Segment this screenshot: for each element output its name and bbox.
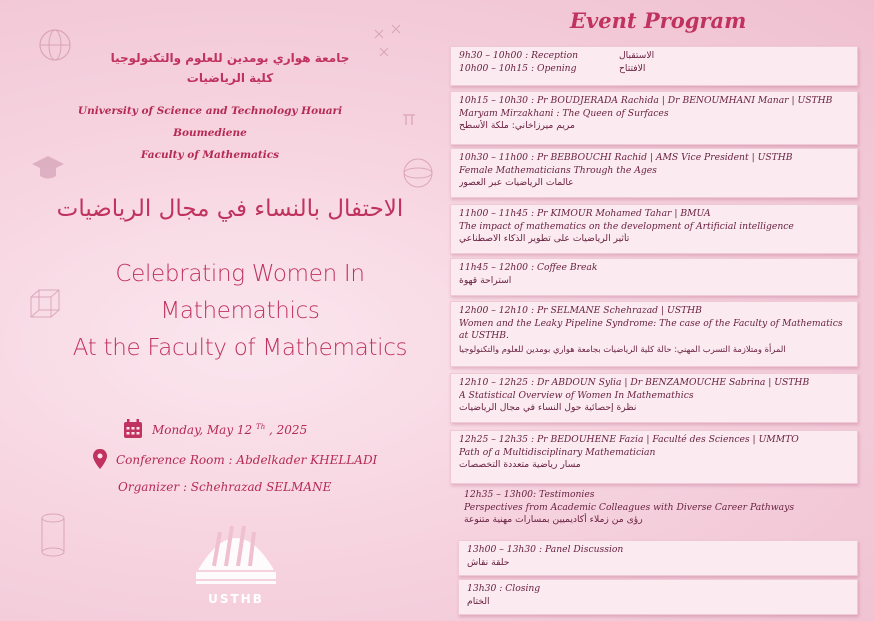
talk-5-arabic: نظرة إحصائية حول النساء في مجال الرياضيات [459, 402, 637, 413]
faculty-arabic-name: كلية الرياضيات [186, 71, 274, 85]
opening-time: 10h00 – 10h15 : Opening [459, 62, 577, 74]
program-block-talk-3 [450, 204, 858, 254]
university-english-name: University of Science and Technology Houari Boumediene [77, 105, 343, 139]
talk-3-title: The impact of mathematics on the development of Artificial intelligence [459, 220, 794, 232]
date-text: Monday, May 12 [152, 423, 253, 437]
program-block-reception [450, 46, 858, 86]
cylinder-doodle-icon [38, 510, 68, 560]
talk-6-title: Path of a Multidisciplinary Mathematician [459, 446, 656, 458]
opening-arabic: الافتتاح [619, 62, 646, 74]
location-pin-icon [93, 449, 107, 469]
talk-4-title: Women and the Leaky Pipeline Syndrome: The case of the Faculty of Mathematics at USTHB. [459, 317, 843, 341]
program-title: Event Program [570, 8, 747, 33]
talk-3-arabic: تأثير الرياضيات على تطوير الذكاء الاصطناعي [459, 233, 630, 244]
calendar-icon [122, 418, 144, 440]
program-block-talk-5 [450, 373, 858, 423]
talk-1-title: Maryam Mirzakhani : The Queen of Surfaces [459, 107, 669, 119]
program-block-talk-6 [450, 430, 858, 484]
program-block-closing [458, 579, 858, 615]
program-block-testimonies [464, 489, 864, 527]
program-block-panel [458, 540, 858, 576]
talk-6-arabic: مسار رياضية متعددة التخصصات [459, 459, 581, 470]
program-block-talk-2 [450, 148, 858, 198]
program-block-coffee-break [450, 258, 858, 296]
organizer: Organizer : Schehrazad SELMANE [118, 480, 332, 494]
talk-1-speakers: 10h15 – 10h30 : Pr BOUDJERADA Rachida | Dr BENOUMHANI Manar | USTHB [459, 95, 833, 106]
talk-5-title: A Statistical Overview of Women In Mathemathics [459, 389, 694, 401]
title-line-2: Mathemathics [160, 298, 320, 324]
program-block-talk-4 [450, 301, 858, 367]
reception-arabic: الاستقبال [619, 50, 655, 61]
talk-4-arabic: المرأة ومتلازمة التسرب المهني: حالة كلية الرياضيات بجامعة هواري بومدين للعلوم والتكنولوجيا [459, 343, 786, 354]
talk-6-speakers: 12h25 – 12h35 : Pr BEDOUHENE Fazia | Faculté des Sciences | UMMTO [459, 434, 799, 445]
talk-3-speakers: 11h00 – 11h45 : Pr KIMOUR Mohamed Tahar | BMUA [459, 208, 711, 219]
date-sup: Th [256, 423, 266, 431]
talk-1-arabic: مريم ميرزاخاني: ملكة الأسطح [459, 120, 575, 131]
talk-2-arabic: عالمات الرياضيات عبر العصور [459, 177, 574, 188]
program-block-talk-1 [450, 91, 858, 145]
arabic-event-title: الاحتفال بالنساء في مجال الرياضيات [56, 196, 404, 222]
university-english-block [60, 100, 360, 166]
testimonies-arabic: رؤى من زملاء أكاديميين بمسارات مهنية متنوعة [464, 514, 643, 525]
logo-text: USTHB [208, 592, 264, 606]
talk-4-speakers: 12h00 – 12h10 : Pr SELMANE Schehrazad | USTHB [459, 305, 702, 316]
talk-2-title: Female Mathematicians Through the Ages [459, 164, 657, 176]
conference-room: Conference Room : Abdelkader KHELLADI [116, 453, 378, 467]
testimonies-title: Perspectives from Academic Colleagues with Diverse Career Pathways [464, 501, 795, 513]
closing-time: 13h30 : Closing [467, 583, 541, 594]
usthb-logo [190, 512, 282, 612]
panel-time: 13h00 – 13h30 : Panel Discussion [467, 544, 624, 555]
coffee-break-time: 11h45 – 12h00 : Coffee Break [459, 262, 598, 273]
title-line-3: At the Faculty of Mathematics [72, 335, 408, 361]
reception-time: 9h30 – 10h00 : Reception [459, 50, 579, 61]
university-arabic-name: جامعة هواري بومدين للعلوم والتكنولوجيا [110, 51, 350, 65]
globe-doodle-icon [35, 25, 75, 65]
closing-arabic: الختام [467, 595, 490, 607]
english-event-title [40, 256, 440, 367]
talk-5-speakers: 12h10 – 12h25 : Dr ABDOUN Sylia | Dr BENZAMOUCHE Sabrina | USTHB [459, 377, 810, 388]
pi-doodle-icon [400, 110, 418, 128]
title-line-1: Celebrating Women In [115, 261, 365, 287]
usthb-logo-icon [190, 512, 282, 590]
university-arabic-block [80, 48, 380, 88]
testimonies-time: 12h35 – 13h00: Testimonies [464, 489, 595, 500]
faculty-english-name: Faculty of Mathematics [140, 149, 280, 161]
panel-arabic: حلقة نقاش [467, 556, 510, 568]
coffee-break-arabic: استراحة قهوة [459, 274, 512, 286]
event-date [152, 423, 307, 437]
date-year: , 2025 [265, 423, 308, 437]
talk-2-speakers: 10h30 – 11h00 : Pr BEBBOUCHI Rachid | AMS Vice President | USTHB [459, 152, 793, 163]
sphere-doodle-icon [400, 155, 436, 191]
